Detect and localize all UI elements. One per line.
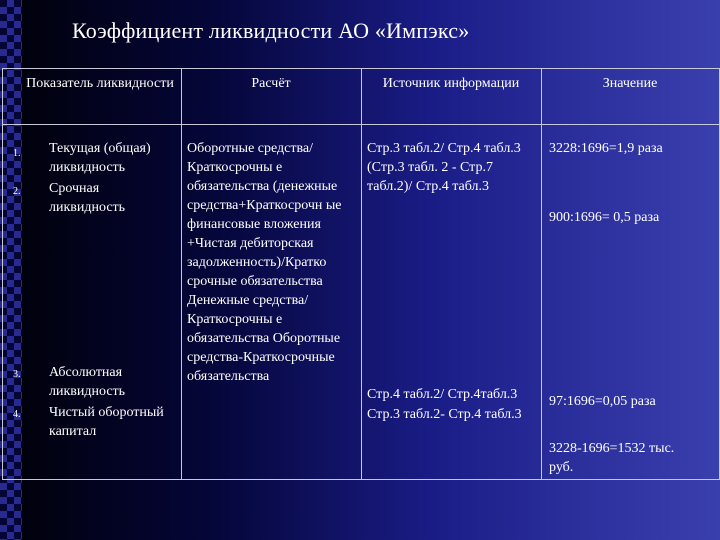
header-indicator: Показатель ликвидности xyxy=(26,76,174,91)
calc-text: Оборотные средства/Краткосрочны е обязательства (денежные средства+Краткосрочн ые финансовые вложения +Чистая дебиторская задолженность)/Кратко срочные обязательства Денежные средства/Краткосрочны е обязательства Оборотные средства-Краткосрочные обязательства xyxy=(187,141,342,384)
source-bottom: Стр.4 табл.2/ Стр.4табл.3 Стр.3 табл.2- Стр.4 табл.3 xyxy=(367,387,522,422)
header-value: Значение xyxy=(602,76,658,91)
col-divider-1 xyxy=(181,69,182,479)
header-source: Источник информации xyxy=(382,76,520,91)
page-title: Коэффициент ликвидности АО «Импэкс» xyxy=(72,18,470,43)
value-quick: 900:1696= 0,5 раза xyxy=(549,210,660,225)
row-number-1: 1. xyxy=(13,148,21,159)
indicator-current: Текущая (общая) ликвидность xyxy=(49,141,151,175)
col-divider-3 xyxy=(541,69,542,479)
indicator-net-working-capital: Чистый оборотный капитал xyxy=(49,405,164,439)
row-number-2: 2. xyxy=(13,186,21,197)
header-calc: Расчёт xyxy=(251,76,291,91)
value-current: 3228:1696=1,9 раза xyxy=(549,141,663,156)
col-divider-2 xyxy=(361,69,362,479)
row-number-4: 4. xyxy=(13,409,21,420)
source-top: Стр.3 табл.2/ Стр.4 табл.3 (Стр.3 табл. 2 - Стр.7 табл.2)/ Стр.4 табл.3 xyxy=(367,141,521,194)
value-net-working-capital: 3228-1696=1532 тыс. руб. xyxy=(549,441,675,475)
value-absolute: 97:1696=0,05 раза xyxy=(549,394,656,409)
indicator-quick: Срочная ликвидность xyxy=(49,181,126,215)
indicator-absolute: Абсолютная ликвидность xyxy=(49,365,126,399)
row-number-3: 3. xyxy=(13,369,21,380)
liquidity-table xyxy=(2,68,720,480)
